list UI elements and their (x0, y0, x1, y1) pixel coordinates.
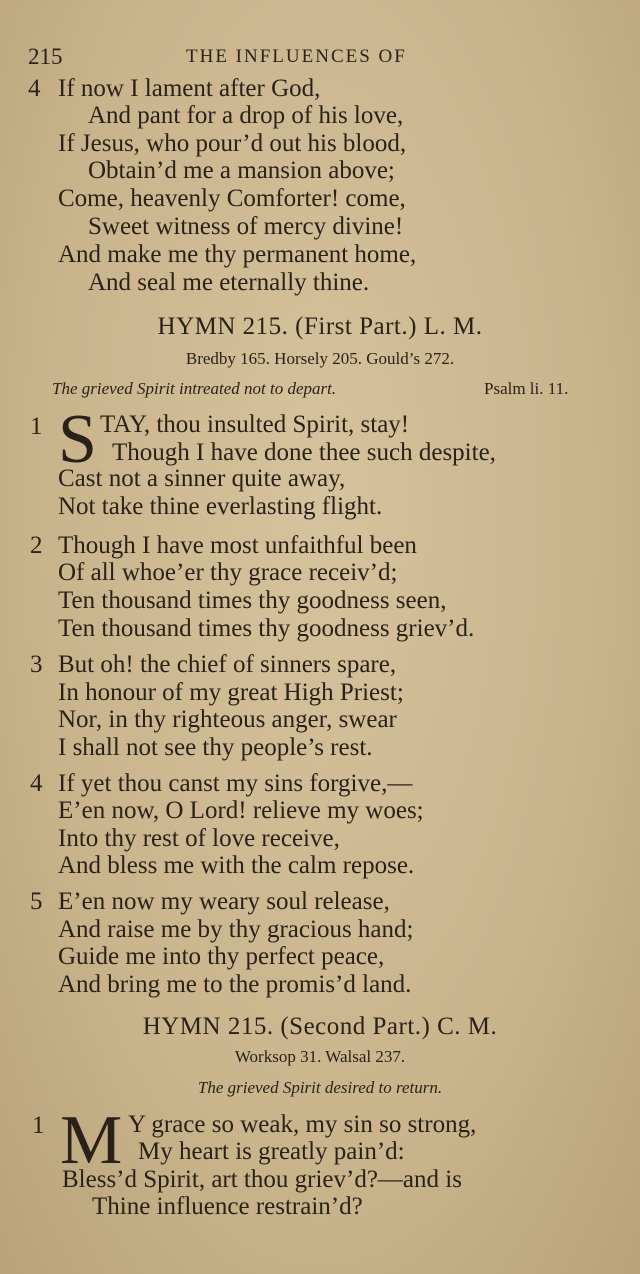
verse-line: And make me thy permanent home, (58, 241, 417, 268)
verse-line: I shall not see thy people’s rest. (58, 734, 373, 761)
verse-line: Though I have most unfaithful been (58, 532, 417, 559)
hymn-subject: The grieved Spirit desired to return. (197, 1078, 443, 1097)
verse-line: If Jesus, who pour’d out his blood, (58, 130, 407, 157)
running-title: THE INFLUENCES OF (186, 46, 407, 67)
page-number: 215 (28, 44, 63, 69)
verse-line: Bless’d Spirit, art thou griev’d?—and is (62, 1166, 462, 1193)
stanza-number: 2 (30, 532, 43, 559)
verse-line: Sweet witness of mercy divine! (88, 213, 404, 240)
verse-line: But oh! the chief of sinners spare, (58, 651, 397, 678)
verse-line: Thine influence restrain’d? (92, 1193, 363, 1220)
verse-line: And pant for a drop of his love, (88, 102, 404, 129)
verse-line: And bless me with the calm repose. (58, 852, 415, 879)
stanza-number: 1 (30, 413, 43, 440)
verse-line: If yet thou canst my sins forgive,— (58, 770, 413, 797)
hymn-title: HYMN 215. (First Part.) L. M. (157, 313, 483, 340)
hymn-title: HYMN 215. (Second Part.) C. M. (142, 1013, 498, 1040)
verse-line: TAY, thou insulted Spirit, stay! (100, 411, 410, 438)
verse-line: My heart is greatly pain’d: (138, 1138, 405, 1165)
verse-line: Not take thine everlasting flight. (58, 493, 383, 520)
drop-cap: S (58, 401, 97, 478)
drop-cap: M (60, 1102, 123, 1179)
hymn-subject: The grieved Spirit intreated not to depart. (52, 379, 337, 398)
verse-line: Though I have done thee such despite, (112, 439, 496, 466)
verse-line: Of all whoe’er thy grace receiv’d; (58, 559, 398, 586)
tune-list: Worksop 31. Walsal 237. (234, 1047, 406, 1066)
scripture-reference: Psalm li. 11. (484, 379, 569, 398)
stanza-number: 4 (30, 770, 43, 797)
verse-line: Guide me into thy perfect peace, (58, 943, 385, 970)
tune-list: Bredby 165. Horsely 205. Gould’s 272. (185, 349, 455, 368)
verse-line: And bring me to the promis’d land. (58, 971, 412, 998)
verse-line: E’en now my weary soul release, (58, 888, 390, 915)
verse-line: And raise me by thy gracious hand; (58, 916, 414, 943)
verse-line: Obtain’d me a mansion above; (88, 157, 395, 184)
verse-line: E’en now, O Lord! relieve my woes; (58, 797, 424, 824)
verse-line: Ten thousand times thy goodness griev’d. (58, 615, 475, 642)
verse-line: Into thy rest of love receive, (58, 825, 340, 852)
verse-line: And seal me eternally thine. (88, 269, 370, 296)
verse-line: Cast not a sinner quite away, (58, 465, 346, 492)
verse-line: If now I lament after God, (58, 75, 321, 102)
verse-line: Nor, in thy righteous anger, swear (58, 706, 397, 733)
verse-line: In honour of my great High Priest; (58, 679, 404, 706)
stanza-number: 4 (28, 75, 41, 102)
verse-line: Ten thousand times thy goodness seen, (58, 587, 447, 614)
stanza-number: 5 (30, 888, 43, 915)
stanza-number: 3 (30, 651, 43, 678)
verse-line: Come, heavenly Comforter! come, (58, 185, 406, 212)
stanza-number: 1 (32, 1112, 45, 1139)
verse-line: Y grace so weak, my sin so strong, (128, 1111, 477, 1138)
